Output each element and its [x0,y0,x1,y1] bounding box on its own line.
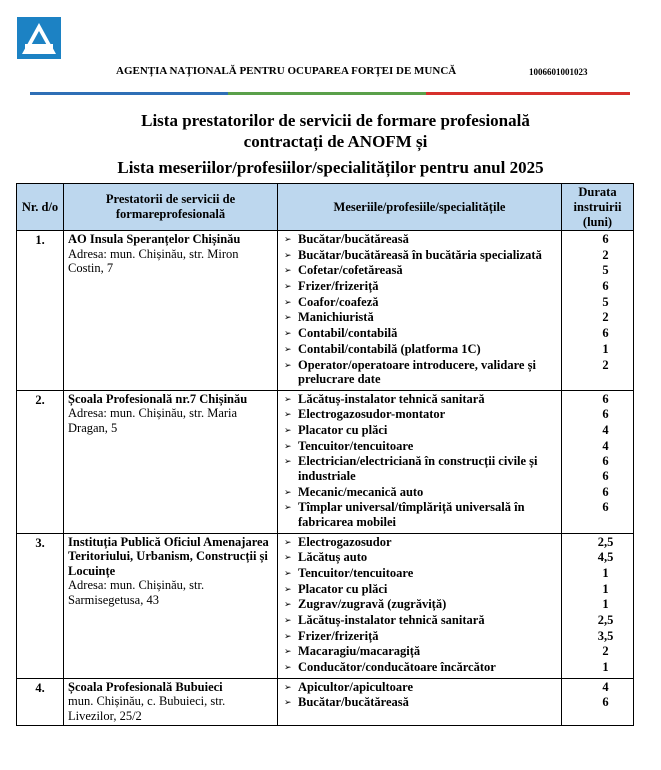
duration-value: 2,5 [597,534,614,549]
provider-address: Adresa: mun. Chișinău, str. Miron Costin, 7 [68,246,239,275]
arrow-bullet-icon: ➢ [284,614,292,625]
arrow-bullet-icon: ➢ [284,456,292,467]
provider-address: Adresa: mun. Chișinău, str. Maria Dragan, 5 [68,406,238,435]
occupation-label: Tîmplar universal/tîmplăriță universală în fabricarea mobilei [298,500,525,529]
provider-name: Instituția Publică Oficiul Amenajarea Teritoriului, Urbanism, Construcții și Locuințe [68,534,269,578]
arrow-bullet-icon: ➢ [284,312,292,323]
list-item [284,660,559,675]
row-number: 3. [17,533,64,678]
duration-value: 1 [602,581,609,596]
duration-value: 6 6 [602,454,609,483]
provider-name: Școala Profesională nr.7 Chișinău [68,391,248,406]
arrow-bullet-icon: ➢ [284,552,292,563]
tricolor-divider [30,92,630,95]
anofm-triangle-logo-icon [17,17,61,59]
list-item [284,439,559,454]
arrow-bullet-icon: ➢ [284,681,292,692]
duration-cell [562,390,634,533]
arrow-bullet-icon: ➢ [284,328,292,339]
list-item [284,310,559,325]
list-item [284,454,559,483]
arrow-bullet-icon: ➢ [284,234,292,244]
provider-cell [64,533,278,678]
header-duration: Durata instruirii (luni) [562,184,634,231]
occupation-label: Placator cu plăci [298,581,388,596]
list-item [284,326,559,341]
arrow-bullet-icon: ➢ [284,343,292,354]
duration-value: 6 [602,326,609,341]
occupation-label: Conducător/conducătoare încărcător [298,660,496,674]
table-row [17,533,634,678]
duration-value: 4 [602,438,609,453]
duration-value: 5 [602,263,609,278]
provider-cell [64,678,278,726]
row-number: 2. [17,390,64,533]
occupation-label: Mecanic/mecanică auto [298,484,424,499]
providers-table [16,183,634,726]
list-item [284,550,559,565]
arrow-bullet-icon: ➢ [284,567,292,578]
duration-value: 6 [602,279,609,294]
occupation-label: Bucătar/bucătăreasă [298,232,409,246]
duration-value: 2,5 [597,612,614,627]
duration-value: 6 [602,232,609,246]
occupation-label: Lăcătuș auto [298,550,368,565]
duration-value: 1 [602,341,609,356]
arrow-bullet-icon: ➢ [284,296,292,307]
list-item [284,248,559,263]
duration-value: 6 [602,391,609,406]
occupations-cell [278,678,562,726]
list-item [284,629,559,644]
arrow-bullet-icon: ➢ [284,249,292,260]
header-provider: Prestatorii de servicii de formareprofesională [64,184,278,231]
duration-value: 4 [602,423,609,438]
list-item [284,582,559,597]
occupation-label: Electrogazosudor [298,534,392,549]
occupation-label: Bucătar/bucătăreasă în bucătăria specializată [298,247,542,262]
row-number: 4. [17,678,64,726]
occupation-label: Electrogazosudor-montator [298,407,446,422]
occupation-label: Cofetar/cofetăreasă [298,263,403,278]
duration-value: 2 [602,357,609,372]
occupation-label: Placator cu plăci [298,423,388,438]
occupation-label: Frizer/frizeriță [298,279,379,294]
duration-cell [562,231,634,391]
occupation-label: Coafor/coafeză [298,294,379,309]
provider-address: Adresa: mun. Chișinău, str. Sarmisegetusa, 43 [68,578,205,607]
arrow-bullet-icon: ➢ [284,583,292,594]
list-item [284,680,559,695]
table-row [17,390,634,533]
arrow-bullet-icon: ➢ [284,630,292,641]
table-body [17,231,634,726]
duration-value: 4,5 [597,550,614,565]
duration-cell [562,533,634,678]
list-item [284,535,559,550]
duration-value: 6 [602,695,609,710]
list-item [284,500,559,529]
table-row [17,678,634,726]
list-item [284,485,559,500]
occupation-label: Zugrav/zugravă (zugrăviță) [298,597,447,612]
duration-value: 2 [602,310,609,325]
arrow-bullet-icon: ➢ [284,265,292,276]
list-item [284,358,559,387]
list-item [284,407,559,422]
occupation-label: Apicultor/apicultoare [298,679,414,694]
list-item [284,423,559,438]
list-item [284,597,559,612]
occupation-label: Manichiuristă [298,310,374,325]
list-item [284,566,559,581]
arrow-bullet-icon: ➢ [284,281,292,292]
provider-address: mun. Chișinău, c. Bubuieci, str. Livezilor, 25/2 [68,694,226,723]
list-item [284,613,559,628]
provider-cell [64,231,278,391]
arrow-bullet-icon: ➢ [284,646,292,657]
arrow-bullet-icon: ➢ [284,486,292,497]
list-item [284,342,559,357]
occupations-cell [278,390,562,533]
arrow-bullet-icon: ➢ [284,599,292,610]
header-occupations: Meseriile/profesiile/specialitățile [278,184,562,231]
occupation-label: Bucătar/bucătăreasă [298,695,409,710]
duration-value: 6 [602,407,609,422]
duration-value: 2 [602,644,609,659]
duration-value: 3,5 [597,628,614,643]
occupation-label: Contabil/contabilă [298,326,398,341]
duration-value: 1 [602,565,609,580]
duration-cell [562,678,634,726]
table-header-row [17,184,634,231]
list-item [284,279,559,294]
arrow-bullet-icon: ➢ [284,697,292,708]
occupation-label: Operator/operatoare introducere, validare și prelucrare date [298,357,536,386]
provider-cell [64,390,278,533]
list-item [284,263,559,278]
title-line-2: contractați de ANOFM și [243,132,428,151]
occupation-label: Tencuitor/tencuitoare [298,438,414,453]
provider-name: Școala Profesională Bubuieci [68,679,223,694]
occupation-label: Tencuitor/tencuitoare [298,565,414,580]
list-item [284,232,559,247]
arrow-bullet-icon: ➢ [284,359,292,370]
occupation-label: Lăcătuș-instalator tehnică sanitară [298,612,485,627]
occupation-label: Lăcătuș-instalator tehnică sanitară [298,391,485,406]
duration-value: 4 [602,679,609,694]
title-line-1: Lista prestatorilor de servicii de formare profesională [141,111,530,130]
list-item [284,392,559,407]
arrow-bullet-icon: ➢ [284,440,292,451]
occupation-label: Frizer/frizeriță [298,628,379,643]
list-item [284,644,559,659]
duration-value: 6 [602,500,609,515]
anofm-logo [17,17,61,59]
agency-name: AGENȚIA NAȚIONALĂ PENTRU OCUPAREA FORȚEI DE MUNCĂ [116,65,457,77]
occupation-label: Electrician/electriciană în construcții civile și industriale [298,454,538,483]
title-line-3: Lista meseriilor/profesiilor/specialităților pentru anul 2025 [117,158,544,177]
arrow-bullet-icon: ➢ [284,425,292,436]
occupations-cell [278,533,562,678]
arrow-bullet-icon: ➢ [284,662,292,672]
occupations-cell [278,231,562,391]
list-item [284,695,559,710]
duration-value: 1 [602,660,609,674]
provider-name: AO Insula Speranțelor Chișinău [68,232,241,246]
occupation-label: Contabil/contabilă (platforma 1C) [298,341,481,356]
occupation-label: Macaragiu/macaragiță [298,644,421,659]
row-number: 1. [17,231,64,391]
duration-value: 5 [602,294,609,309]
header-nr: Nr. d/o [17,184,64,231]
list-item [284,295,559,310]
document-code: 1006601001023 [529,67,588,77]
arrow-bullet-icon: ➢ [284,502,292,513]
arrow-bullet-icon: ➢ [284,536,292,547]
duration-value: 1 [602,597,609,612]
arrow-bullet-icon: ➢ [284,393,292,404]
arrow-bullet-icon: ➢ [284,409,292,420]
duration-value: 2 [602,247,609,262]
page-title [0,110,661,179]
table-row [17,231,634,391]
duration-value: 6 [602,484,609,499]
